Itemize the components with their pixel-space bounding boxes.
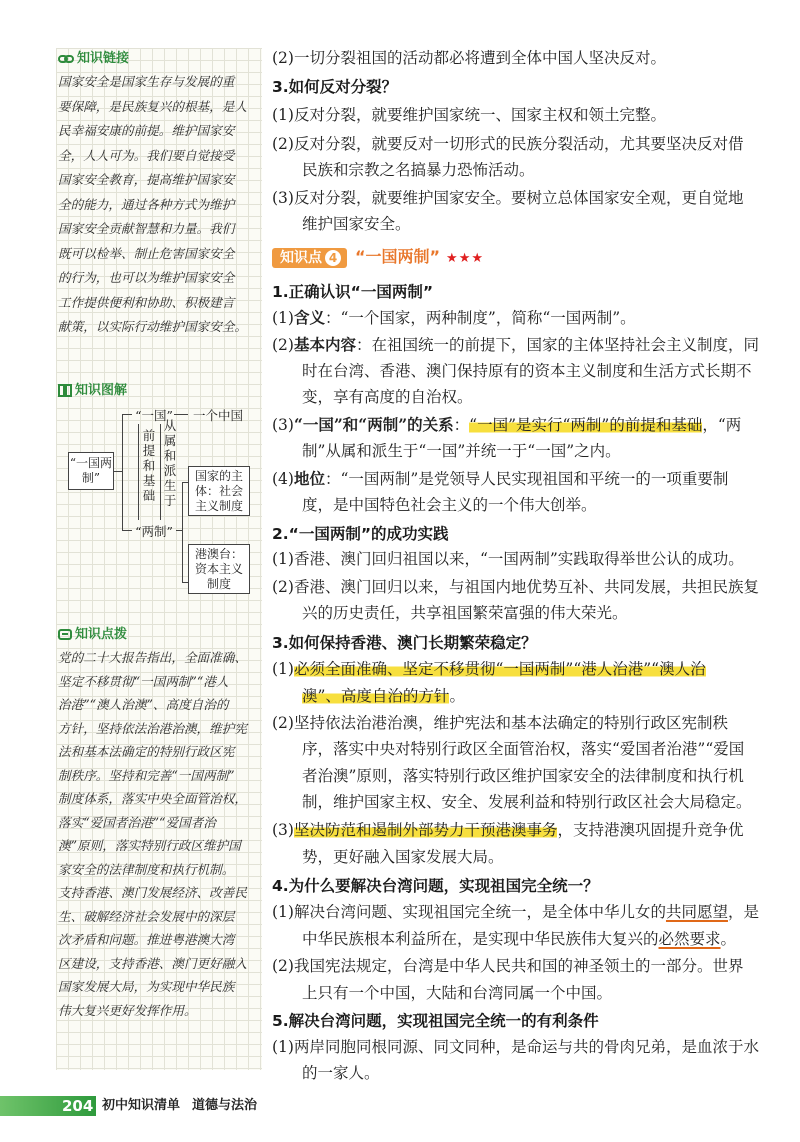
item-num: (4) [272,470,294,488]
connector [114,471,122,472]
text-line: 国家发展大局，为实现中华民族 [58,979,235,994]
text-line: 的行为，也可以为维护国家安全 [58,270,235,285]
text-line: 家安全的法律制度和执行机制。 [58,861,235,877]
connector [122,414,123,530]
highlighted-text: 澳”、高度自治的方针 [302,687,450,705]
item-num: (2) [272,336,294,354]
list-item: (2)一切分裂祖国的活动都必将遭到全体中国人坚决反对。 [272,49,666,67]
diagram-premise: 前提和基础 [142,428,156,503]
list-item: (2)坚持依法治港治澳，维护宪法和基本法确定的特别行政区宪制秩 [272,714,728,732]
list-item: (2)反对分裂，就要反对一切形式的民族分裂活动，尤其要坚决反对借 [272,135,744,153]
diagram-subordinate: 从属和派生于 [163,418,177,508]
diagram-root-label: “一国两制” [69,456,113,485]
text-line: 方针，坚持依法治港治澳，维护宪 [58,720,247,736]
highlighted-text: “一国”是实行“两制”的前提和基础 [469,416,703,434]
diagram-root-box [68,452,114,490]
book-title: 初中知识清单 [102,1098,181,1113]
kp-label: 知识点 [280,250,322,266]
item-text: ，是 [727,903,759,921]
text-line: 支持香港、澳门发展经济、改善民 [58,885,247,900]
knowledge-point-badge [272,248,347,268]
list-item-cont: 势，更好融入国家发展大局。 [302,848,504,866]
item-label: 地位 [293,469,325,488]
connector [138,424,139,520]
text-line: 国家安全贡献智慧和力量。我们 [58,221,235,236]
text-line: 国家安全教育，提高维护国家安 [58,172,235,187]
list-item: (1)两岸同胞同根同源、同文同种，是命运与共的骨肉兄弟，是血浓于水 [272,1038,759,1056]
diagram-two-systems: “两制” [135,524,173,539]
list-item-cont [272,685,465,707]
item-text: 。 [720,930,737,948]
text-line: 献策，以实际行动维护国家安全。 [58,319,247,334]
text-line: 制度体系，落实中央全面管治权， [58,791,247,806]
text-line: 伟大复兴更好发挥作用。 [58,1002,197,1018]
text-line: 要保障，是民族复兴的根基，是人 [58,98,247,114]
knowledge-link-title: 知识链接 [77,51,130,66]
knowledge-tips-text [58,646,262,1022]
diagram-mainland-label: 国家的主体：社会主义制度 [194,469,243,513]
list-item-cont [272,928,736,950]
connector [160,424,161,520]
item-text: ： [453,416,470,434]
item-num: (3) [272,416,294,434]
knowledge-diagram-heading [58,382,127,400]
text-line: 国家安全是国家生存与发展的重 [58,74,235,89]
knowledge-diagram-title: 知识图解 [75,383,128,398]
connector [122,530,132,531]
list-item-cont: 维护国家安全。 [302,215,411,233]
diagram-one-china: 一个中国 [192,408,243,423]
item-num: (3) [272,821,294,839]
item-label: 含义 [293,308,325,327]
item-num: (1) [272,660,294,678]
text-line: 制秩序。坚持和完善“一国两制” [58,767,235,783]
text-line: 治港”“澳人治澳”、高度自治的 [58,697,229,712]
list-item: (3)反对分裂，就要维护国家安全。要树立总体国家安全观，更自觉地 [272,189,744,207]
item-text: ，支持港澳巩固提升竞争优 [557,821,744,839]
item-num: (1) [272,309,294,327]
text-line: 次矛盾和问题。推进粤港澳大湾 [58,932,235,947]
diagram-icon [58,384,72,397]
section-heading: 5.解决台湾问题，实现祖国完全统一的有利条件 [272,1012,599,1030]
list-item-cont: 的一家人。 [302,1064,380,1082]
knowledge-point-banner [272,246,484,270]
text-line: 民幸福安康的前提。维护国家安 [58,123,235,138]
text-line: 坚定不移贯彻“一国两制”“港人 [58,673,229,689]
list-item: (2)香港、澳门回归以来，与祖国内地优势互补、共同发展，共担民族复 [272,578,759,596]
list-item [272,658,706,680]
list-item [272,334,759,356]
list-item [272,901,759,923]
diagram-hkmacao-box [188,544,250,594]
list-item-cont: 制”从属和派生于“一国”并统一于“一国”之内。 [302,442,621,460]
section-heading: 3.如何反对分裂？ [272,78,398,96]
list-item [272,414,741,436]
list-item-cont: 上只有一个中国，大陆和台湾同属一个中国。 [302,984,613,1002]
item-label: “一国”和“两制”的关系 [293,415,454,434]
text-line: 全，人人可为。我们要自觉接受 [58,147,235,163]
list-item-cont: 度，是中国特色社会主义的一个伟大创举。 [302,496,597,514]
text-line: 法和基本法确定的特别行政区宪 [58,744,235,759]
knowledge-link-text [58,70,262,340]
section-heading: 1.正确认识“一国两制” [272,283,434,301]
list-item [272,819,744,841]
concept-diagram [56,404,262,591]
tips-icon [58,628,72,641]
text-line: 既可以检举、制止危害国家安全 [58,245,235,261]
list-item-cont: 制，维护国家主权、安全、发展利益和特别行政区社会大局稳定。 [302,793,752,811]
connector [174,414,188,415]
text-line: 落实“爱国者治港”“爱国者治 [58,814,216,830]
highlighted-text: 必须全面准确、坚定不移贯彻“一国两制”“港人治港”“澳人治 [293,660,706,678]
text-line: 党的二十大报告指出，全面准确、 [58,650,247,665]
page-number: 204 [62,1097,94,1115]
connector [122,414,132,415]
list-item: (2)我国宪法规定，台湾是中华人民共和国的神圣领土的一部分。世界 [272,957,744,975]
list-item-cont: 时在台湾、香港、澳门保持原有的资本主义制度和生活方式长期不 [302,362,752,380]
importance-stars: ★★★ [446,251,485,266]
section-heading: 2.“一国两制”的成功实践 [272,525,449,543]
item-text: ，“两 [702,416,742,434]
text-line: 区建设，支持香港、澳门更好融入 [58,955,247,971]
diagram-one-country: “一国” [135,408,173,423]
text-line: 澳”原则，落实特别行政区维护国 [58,838,241,853]
item-text: 中华民族根本利益所在，是实现中华民族伟大复兴的 [302,930,659,948]
page-footer [0,1094,800,1118]
list-item: (1)香港、澳门回归祖国以来，“一国两制”实践取得举世公认的成功。 [272,550,744,568]
highlighted-text: 坚决防范和遏制外部势力干预港澳事务 [293,821,558,839]
sidebar [56,48,262,1070]
diagram-mainland-box [188,466,250,516]
list-item [272,468,728,490]
text-line: 全的能力，通过各种方式为维护 [58,196,235,212]
list-item [272,307,636,329]
knowledge-link-heading [58,50,129,68]
list-item-cont: 变，享有高度的自治权。 [302,388,473,406]
diagram-hkmacao-label: 港澳台：资本主义制度 [194,547,243,591]
list-item-cont: 者治澳”原则，落实特别行政区维护国家安全的法律制度和执行机 [302,767,744,785]
connector [182,482,183,582]
text-line: 生、破解经济社会发展中的深层 [58,908,235,924]
item-text: ：“一国两制”是党领导人民实现祖国和平统一的一项重要制 [324,470,729,488]
knowledge-tips-title: 知识点拨 [75,627,128,642]
kp-number: 4 [325,250,341,266]
subject-title: 道德与法治 [192,1098,258,1113]
link-icon [58,53,74,65]
section-heading: 3.如何保持香港、澳门长期繁荣稳定？ [272,634,537,652]
list-item-cont: 民族和宗教之名搞暴力恐怖活动。 [302,161,535,179]
item-text: 。 [449,687,465,705]
item-text: (1)解决台湾问题、实现祖国完全统一，是全体中华儿女的 [272,903,666,921]
kp-title: “一国两制” [355,247,441,266]
item-text: ：“一个国家，两种制度”，简称“一国两制”。 [324,309,636,327]
text-line: 工作提供便利和协助、积极建言 [58,294,235,310]
list-item-cont: 序，落实中央对特别行政区全面管治权，落实“爱国者治港”“爱国 [302,740,745,758]
list-item-cont: 兴的历史责任，共享祖国繁荣富强的伟大荣光。 [302,604,628,622]
underlined-text: 必然要求 [658,930,721,948]
item-label: 基本内容 [293,335,356,354]
item-text: ：在祖国统一的前提下，国家的主体坚持社会主义制度，同 [355,336,759,354]
underlined-text: 共同愿望 [665,903,728,921]
section-heading: 4.为什么要解决台湾问题，实现祖国完全统一？ [272,877,599,895]
knowledge-tips-heading [58,626,127,644]
list-item: (1)反对分裂，就要维护国家统一、国家主权和领土完整。 [272,106,666,124]
